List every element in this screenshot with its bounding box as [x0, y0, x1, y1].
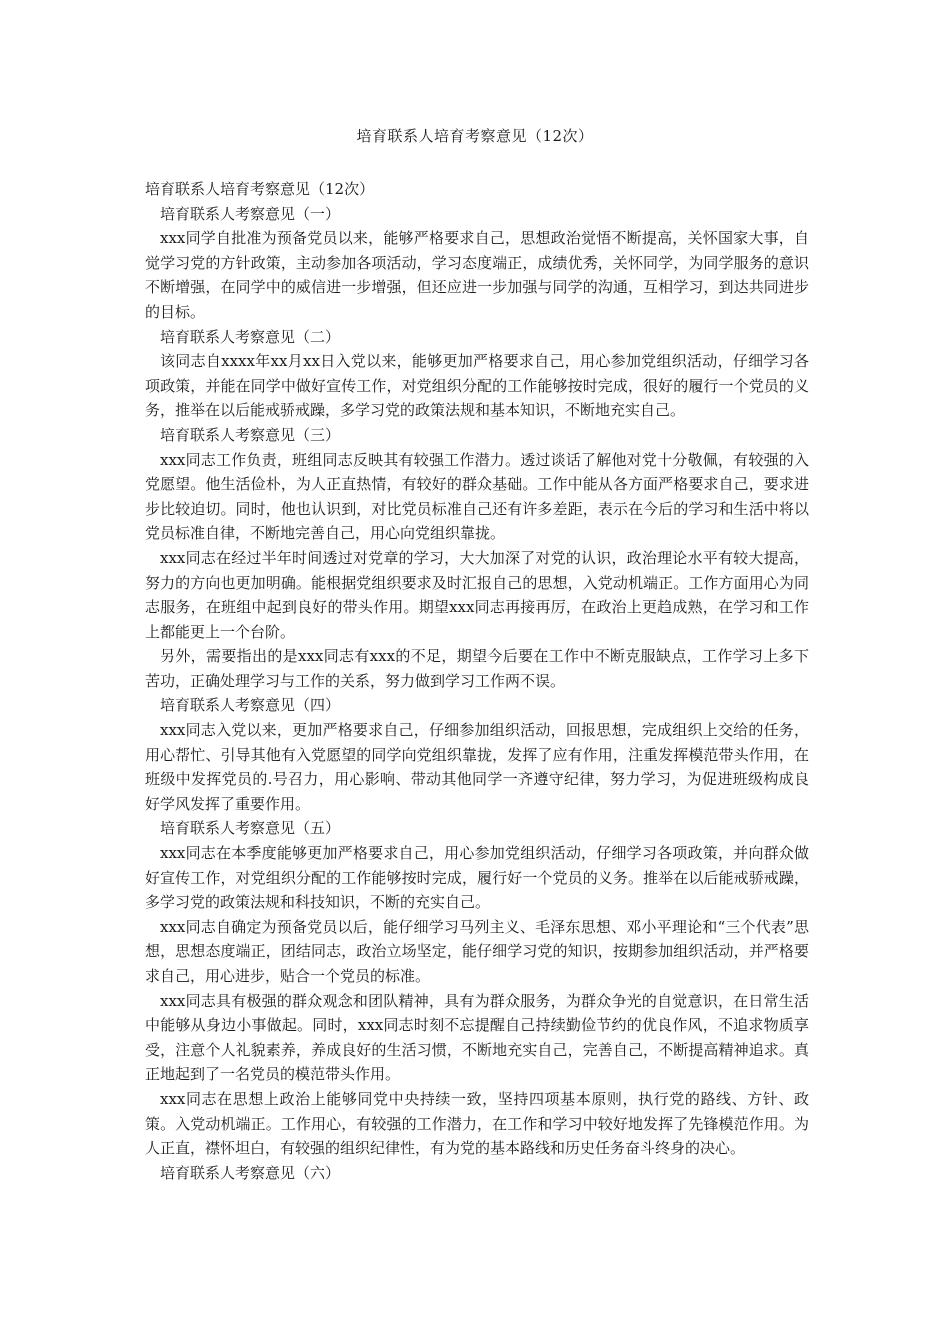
section-3-paragraph-2: xxx同志在经过半年时间透过对党章的学习，大大加深了对党的认识，政治理论水平有较大提高，努力的方向也更加明确。能根据党组织要求及时汇报自己的思想，入党动机端正。工作方面用心为同志服务，在班组中起到良好的带头作用。期望xxx同志再接再厉，在政治上更趋成熟，在学习和工作上都能更上一个台阶。: [145, 548, 809, 641]
section-3-paragraph-3: 另外，需要指出的是xxx同志有xxx的不足，期望今后要在工作中不断克服缺点，工作学习上多下苦功，正确处理学习与工作的关系，努力做到学习工作两不误。: [145, 647, 809, 690]
section-4-paragraph-1: xxx同志入党以来，更加严格要求自己，仔细参加组织活动，回报思想，完成组织上交给的任务，用心帮忙、引导其他有入党愿望的同学向党组织靠拢，发挥了应有作用，注重发挥模范带头作用，在班级中发挥党员的.号召力，用心影响、带动其他同学一齐遵守纪律，努力学习，为促进班级构成良好学风发挥了重要作用。: [145, 721, 809, 813]
section-1-paragraph-1: xxx同学自批准为预备党员以来，能够严格要求自己，思想政治觉悟不断提高，关怀国家大事，自觉学习党的方针政策，主动参加各项活动，学习态度端正，成绩优秀，关怀同学，为同学服务的意识不断增强，在同学中的威信进一步增强，但还应进一步加强与同学的沟通，互相学习，到达共同进步的目标。: [145, 229, 809, 321]
section-heading-3: 培育联系人考察意见（三）: [160, 425, 341, 444]
section-heading-2: 培育联系人考察意见（二）: [160, 327, 341, 346]
document-subtitle: 培育联系人培育考察意见（12次）: [145, 180, 375, 198]
section-heading-6: 培育联系人考察意见（六）: [160, 1163, 341, 1182]
section-5-paragraph-1: xxx同志在本季度能够更加严格要求自己，用心参加党组织活动，仔细学习各项政策，并向群众做好宣传工作，对党组织分配的工作能够按时完成，履行好一个党员的义务。推举在以后能戒骄戒躁，多学习党的政策法规和科技知识，不断的充实自己。: [145, 844, 809, 912]
section-5-paragraph-2: xxx同志自确定为预备党员以后，能仔细学习马列主义、毛泽东思想、邓小平理论和“三个代表”思想，思想态度端正，团结同志，政治立场坚定，能仔细学习党的知识，按期参加组织活动，并严格要求自己，用心进步，贴合一个党员的标准。: [145, 917, 809, 985]
section-3-paragraph-1: xxx同志工作负责，班组同志反映其有较强工作潜力。透过谈话了解他对党十分敬佩，有较强的入党愿望。他生活俭朴，为人正直热情，有较好的群众基础。工作中能从各方面严格要求自己，要求进步比较迫切。同时，他也认识到，对比党员标准自己还有许多差距，表示在今后的学习和生活中将以党员标准自律，不断地完善自己，用心向党组织靠拢。: [145, 450, 809, 543]
section-5-paragraph-4: xxx同志在思想上政治上能够同党中央持续一致，坚持四项基本原则，执行党的路线、方针、政策。入党动机端正。工作用心，有较强的工作潜力，在工作和学习中较好地发挥了先锋模范作用。为人正直，襟怀坦白，有较强的组织纪律性，有为党的基本路线和历史任务奋斗终身的决心。: [145, 1089, 809, 1158]
section-heading-4: 培育联系人考察意见（四）: [160, 696, 341, 715]
section-5-paragraph-3: xxx同志具有极强的群众观念和团队精神，具有为群众服务，为群众争光的自觉意识，在日常生活中能够从身边小事做起。同时，xxx同志时刻不忘提醒自己持续勤俭节约的优良作风，不追求物质享受，注意个人礼貌素养，养成良好的生活习惯，不断地充实自己，完善自己，不断提高精神追求。真正地起到了一名党员的模范带头作用。: [145, 991, 809, 1084]
document-body: [145, 177, 809, 1185]
section-2-paragraph-1: 该同志自xxxx年xx月xx日入党以来，能够更加严格要求自己，用心参加党组织活动，仔细学习各项政策，并能在同学中做好宣传工作，对党组织分配的工作能够按时完成，很好的履行一个党员的义务，推举在以后能戒骄戒躁，多学习党的政策法规和基本知识，不断地充实自己。: [145, 352, 809, 420]
document-title: 培育联系人培育考察意见（12次）: [356, 127, 594, 145]
section-heading-1: 培育联系人考察意见（一）: [160, 204, 341, 223]
section-heading-5: 培育联系人考察意见（五）: [160, 819, 341, 838]
